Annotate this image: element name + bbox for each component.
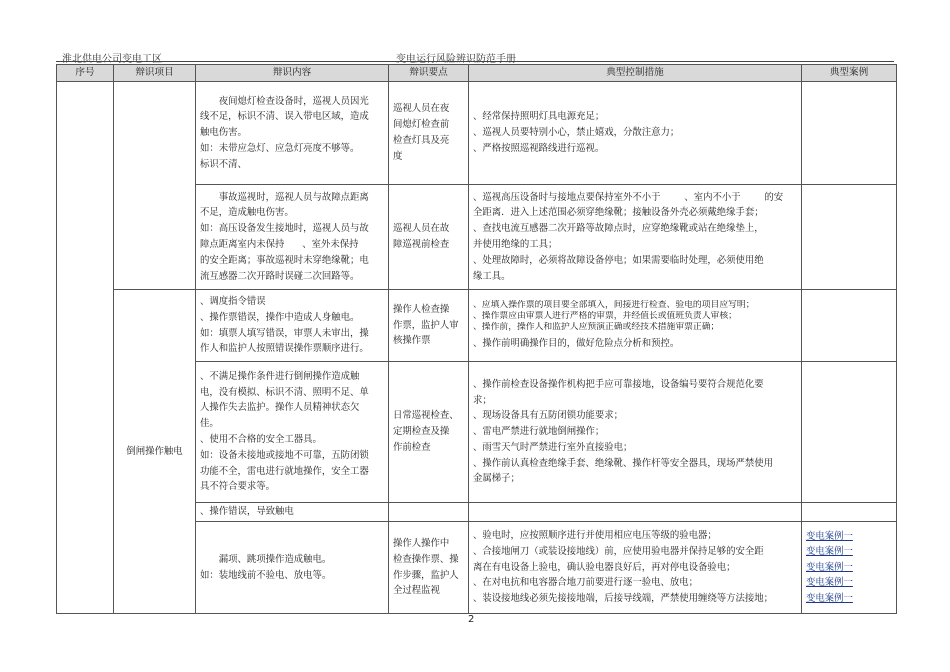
cases-cell	[802, 522, 897, 614]
content-cell: 、不满足操作条件进行倒闸操作造成触 电，没有模拟、标识不清、照明不足、单 人操作失去监护。操作人员精神状态欠 佳。 、使用不合格的安全工器具。 如：设备未接地或接地不可靠，五防闭锁 功能不全，雷电进行就地操作，安全工器 具不符合要求等。	[196, 362, 389, 503]
table-row	[57, 82, 897, 185]
content-cell: 漏项、跳项操作造成触电。 如：装地线前不验电、放电等。	[196, 522, 389, 614]
cases-cell	[802, 290, 897, 362]
col-header-cases: 典型案例	[802, 65, 897, 82]
point-cell	[389, 503, 469, 522]
cases-cell	[802, 185, 897, 290]
index-cell	[57, 82, 114, 614]
point-cell: 巡视人员在夜 间熄灯检查前 检查灯具及亮 度	[389, 82, 469, 185]
col-header-project: 辩识项目	[114, 65, 196, 82]
header-unit: 淮北供电公司变电工区	[62, 54, 162, 65]
case-link[interactable]: 变电案例一	[806, 577, 853, 589]
cases-cell	[802, 82, 897, 185]
col-header-measures: 典型控制措施	[469, 65, 802, 82]
measures-cell: 、巡视高压设备时与接地点要保持室外不小于 、室内不小于 的安 全距离．进入上述范围必须穿绝缘靴；接触设备外壳必须戴绝缘手套； 、查找电流互感器二次开路等故障点时，应穿绝缘靴或站在绝缘垫上， 并使用绝缘的工具； 、处理故障时，必须将故障设备停电；如果需要临时处理，必须使用绝 缘工具。	[469, 185, 802, 290]
measures-cell	[469, 503, 802, 522]
content-cell: 事故巡视时，巡视人员与故障点距离 不足，造成触电伤害。 如：高压设备发生接地时，巡视人员与故 障点距离室内未保持 、室外未保持 的安全距离；事故巡视时未穿绝缘靴；电 流互感器二次开路时误碰二次回路等。	[196, 185, 389, 290]
content-cell: 、调度指令错误 、操作票错误，操作中造成人身触电。 如：填票人填写错误，审票人未审出，操 作人和监护人按照错误操作票顺序进行。	[196, 290, 389, 362]
header-rule	[56, 61, 894, 62]
case-link[interactable]: 变电案例一	[806, 592, 853, 604]
col-header-content: 辩识内容	[196, 65, 389, 82]
point-cell: 操作人操作中 检查操作票、操 作步骤，监护人 全过程监视	[389, 522, 469, 614]
point-cell: 日常巡视检查、 定期检查及操 作前检查	[389, 362, 469, 503]
case-link[interactable]: 变电案例一	[806, 561, 853, 573]
risk-table	[56, 64, 897, 614]
cases-cell	[802, 503, 897, 522]
measures-cell: 、验电时，应按照顺序进行并使用相应电压等级的验电器； 、合接地闸刀（或装设接地线）前，应使用验电器并保持足够的安全距 离在有电设备上验电，确认验电器良好后，再对停电设备验电； 、在对电抗和电容器合地刀前要进行逐一验电、放电； 、装设接地线必须先接接地端，后接导线端，严禁使用缠绕等方法接地；	[469, 522, 802, 614]
table-row	[57, 290, 897, 362]
point-cell: 巡视人员在故 障巡视前检查	[389, 185, 469, 290]
header-title: 变电运行风险辨识防范手册	[396, 54, 516, 65]
table-header-row	[57, 65, 897, 82]
measures-cell: 、操作前检查设备操作机构把手应可靠接地，设备编号要符合规范化要 求； 、现场设备具有五防闭锁功能要求； 、雷电严禁进行就地倒闸操作； 、雨雪天气时严禁进行室外直接验电； 、操作前认真检查绝缘手套、绝缘靴、操作杆等安全器具，现场严禁使用 金属梯子；	[469, 362, 802, 503]
cases-cell	[802, 362, 897, 503]
project-cell	[114, 82, 196, 290]
col-header-point: 辩识要点	[389, 65, 469, 82]
project-cell: 倒闸操作触电	[114, 290, 196, 614]
col-header-index: 序号	[57, 65, 114, 82]
measures-cell: 、经常保持照明灯具电源充足； 、巡视人员要特别小心，禁止嬉戏，分散注意力； 、严格按照巡视路线进行巡视。	[469, 82, 802, 185]
content-cell: 夜间熄灯检查设备时，巡视人员因光 线不足，标识不清、误入带电区域，造成 触电伤害。 如：未带应急灯、应急灯亮度不够等。 标识不清、	[196, 82, 389, 185]
case-link[interactable]: 变电案例一	[806, 546, 853, 558]
measures-cell: 、应填入操作票的项目要全部填入，间接进行检查、验电的项目应写明； 、操作票应由审票人进行严格的审票，并经值长或值班负责人审核； 、操作前，操作人和监护人应预演正确或经技术措施审票正确； 、操作前明确操作目的，做好危险点分析和预控。	[469, 290, 802, 362]
case-link[interactable]: 变电案例一	[806, 530, 853, 542]
content-cell: 、操作错误，导致触电	[196, 503, 389, 522]
page-number: 2	[468, 614, 475, 625]
point-cell: 操作人检查操 作票，监护人审 核操作票	[389, 290, 469, 362]
